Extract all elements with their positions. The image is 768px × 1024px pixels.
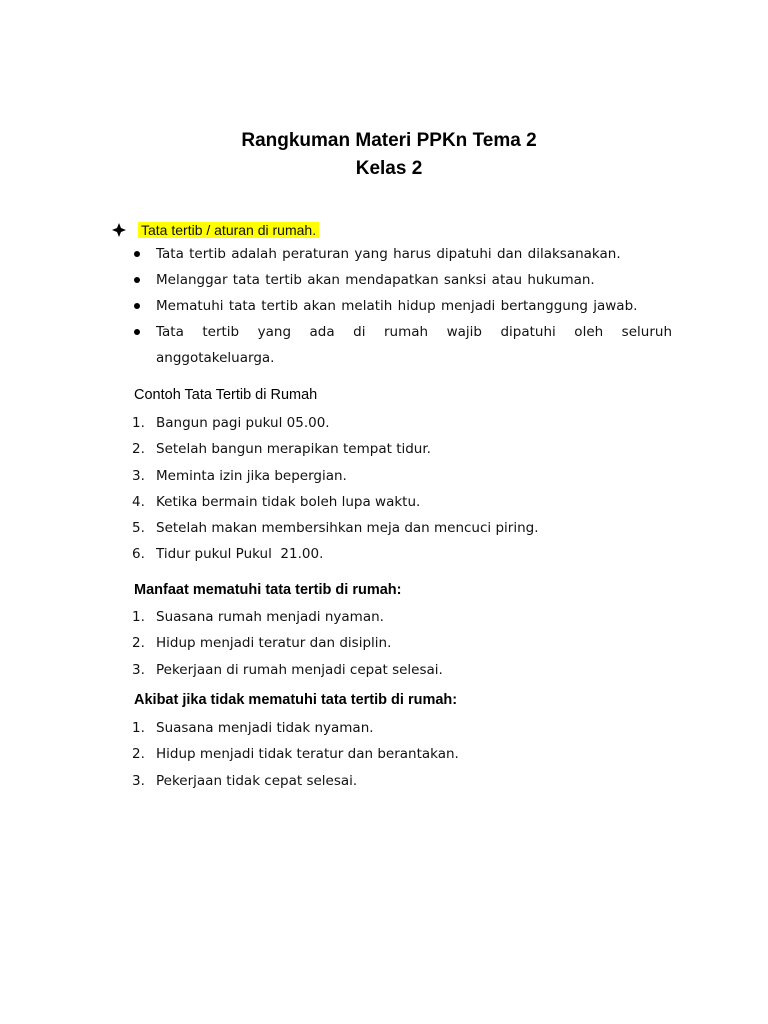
list-item: Tata tertib adalah peraturan yang harus dipatuhi dan dilaksanakan. bbox=[132, 241, 672, 267]
list-item: Tata tertib yang ada di rumah wajib dipatuhi oleh seluruh bbox=[132, 319, 672, 345]
akibat-list bbox=[132, 715, 459, 794]
diamond-bullet-icon bbox=[112, 223, 126, 237]
list-item: 4. Ketika bermain tidak boleh lupa waktu. bbox=[132, 493, 421, 510]
list-item: 6. Tidur pukul Pukul 21.00. bbox=[132, 546, 324, 563]
list-item: 3. Meminta izin jika bepergian. bbox=[132, 467, 347, 484]
akibat-section-title: Akibat jika tidak mematuhi tata tertib di rumah: bbox=[134, 692, 458, 708]
list-item-continuation: anggotakeluarga. bbox=[156, 350, 275, 366]
document-subtitle: Kelas 2 bbox=[355, 158, 423, 179]
manfaat-list bbox=[132, 604, 443, 683]
list-item: 2. Setelah bangun merapikan tempat tidur. bbox=[132, 441, 431, 458]
list-item: 3. Pekerjaan di rumah menjadi cepat selesai. bbox=[132, 661, 443, 678]
list-item: 1. Suasana rumah menjadi nyaman. bbox=[132, 609, 384, 625]
manfaat-section-title: Manfaat mematuhi tata tertib di rumah: bbox=[134, 582, 402, 598]
bullet-dot-icon bbox=[134, 303, 140, 309]
list-item: 5. Setelah makan membersihkan meja dan mencuci piring. bbox=[132, 520, 539, 537]
list-item: 3. Pekerjaan tidak cepat selesai. bbox=[132, 772, 358, 789]
bullet-dot-icon bbox=[134, 277, 140, 283]
list-item: 2. Hidup menjadi teratur dan disiplin. bbox=[132, 635, 392, 652]
main-heading: Tata tertib / aturan di rumah. bbox=[138, 222, 319, 238]
bullet-dot-icon bbox=[134, 329, 140, 335]
main-heading-row bbox=[112, 220, 319, 240]
rules-bullet-list bbox=[132, 241, 672, 371]
list-item: 1. Bangun pagi pukul 05.00. bbox=[132, 415, 330, 431]
list-item: Melanggar tata tertib akan mendapatkan sanksi atau hukuman. bbox=[132, 267, 672, 293]
list-item: Mematuhi tata tertib akan melatih hidup menjadi bertanggung jawab. bbox=[132, 293, 672, 319]
list-item: 2. Hidup menjadi tidak teratur dan berantakan. bbox=[132, 746, 459, 763]
list-item: 1. Suasana menjadi tidak nyaman. bbox=[132, 720, 374, 736]
contoh-section-title: Contoh Tata Tertib di Rumah bbox=[134, 387, 318, 403]
bullet-dot-icon bbox=[134, 251, 140, 257]
contoh-list bbox=[132, 410, 539, 568]
document-title: Rangkuman Materi PPKn Tema 2 bbox=[241, 130, 537, 151]
